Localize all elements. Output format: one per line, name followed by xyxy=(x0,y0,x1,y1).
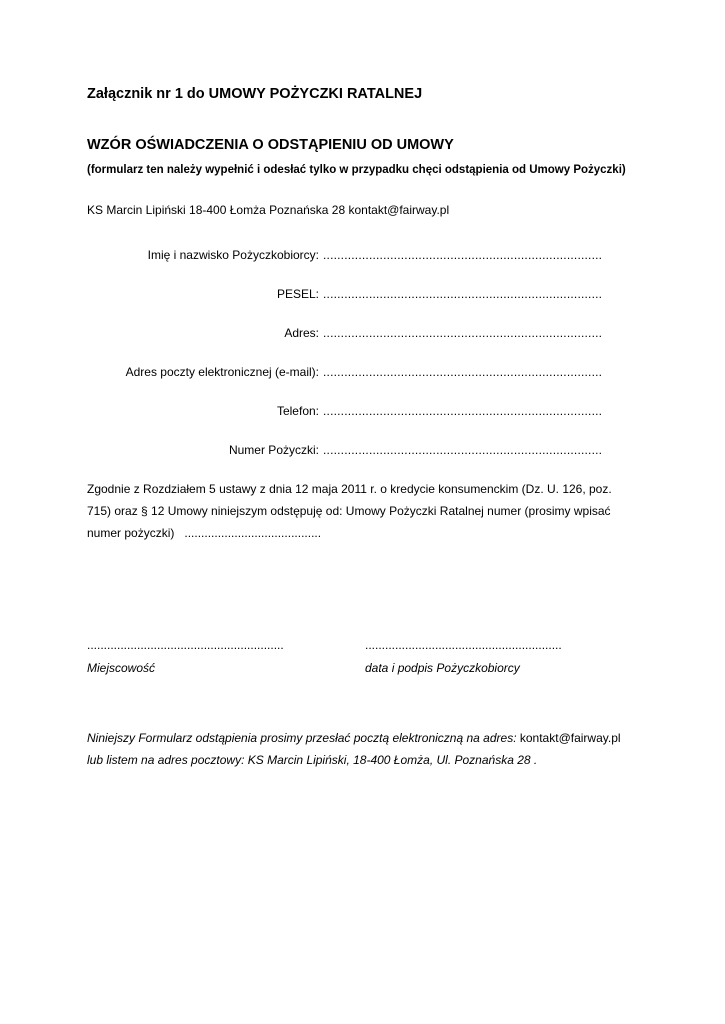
form-title: WZÓR OŚWIADCZENIA O ODSTĄPIENIU OD UMOWY xyxy=(87,137,454,153)
place-blank[interactable]: ........................................................... xyxy=(87,638,284,652)
form-note: (formularz ten należy wypełnić i odesłać tylko w przypadku chęci odstąpienia od Umowy Pożyczki) xyxy=(87,164,626,176)
field-label-loan-number: Numer Pożyczki: xyxy=(228,443,319,457)
date-signature-blank[interactable]: ........................................................... xyxy=(365,638,562,652)
field-row-name xyxy=(0,248,725,266)
field-label-email: Adres poczty elektronicznej (e-mail): xyxy=(125,365,319,379)
place-label: Miejscowość xyxy=(87,661,156,675)
field-row-address xyxy=(0,326,725,344)
withdrawal-statement xyxy=(87,478,632,544)
field-blank-name[interactable]: ............................................................................... xyxy=(323,248,603,262)
field-blank-address[interactable]: ............................................................................... xyxy=(323,326,603,340)
field-row-pesel xyxy=(0,287,725,305)
field-row-phone xyxy=(0,404,725,422)
field-label-address: Adres: xyxy=(284,326,319,340)
field-blank-email[interactable]: ............................................................................... xyxy=(323,365,603,379)
field-label-phone: Telefon: xyxy=(276,404,319,418)
field-blank-pesel[interactable]: ............................................................................... xyxy=(323,287,603,301)
instructions-text-1: Niniejszy Formularz odstąpienia prosimy przesłać pocztą elektroniczną na adres: xyxy=(87,731,517,745)
date-signature-label: data i podpis Pożyczkobiorcy xyxy=(365,661,520,675)
field-blank-loan-number[interactable]: ............................................................................... xyxy=(323,443,603,457)
field-row-email xyxy=(0,365,725,383)
submission-instructions xyxy=(87,727,647,771)
field-label-pesel: PESEL: xyxy=(276,287,319,301)
company-line: KS Marcin Lipiński 18-400 Łomża Poznańska 28 kontakt@fairway.pl xyxy=(87,203,450,217)
field-label-name: Imię i nazwisko Pożyczkobiorcy: xyxy=(147,248,319,262)
statement-text: Zgodnie z Rozdziałem 5 ustawy z dnia 12 maja 2011 r. o kredycie konsumenckim (Dz. U. 126, poz. 715) oraz § 12 Umowy niniejszym odstępuję od: Umowy Pożyczki Ratalnej numer (prosimy wpisać numer pożyczki) xyxy=(87,482,612,540)
field-blank-phone[interactable]: ............................................................................... xyxy=(323,404,603,418)
annex-title: Załącznik nr 1 do UMOWY POŻYCZKI RATALNEJ xyxy=(87,86,423,102)
contact-email: kontakt@fairway.pl xyxy=(519,731,621,745)
field-row-loan-number xyxy=(0,443,725,461)
statement-loan-blank[interactable]: ......................................... xyxy=(184,526,322,540)
instructions-text-2: lub listem na adres pocztowy: KS Marcin Lipiński, 18-400 Łomża, Ul. Poznańska 28 . xyxy=(87,753,538,767)
